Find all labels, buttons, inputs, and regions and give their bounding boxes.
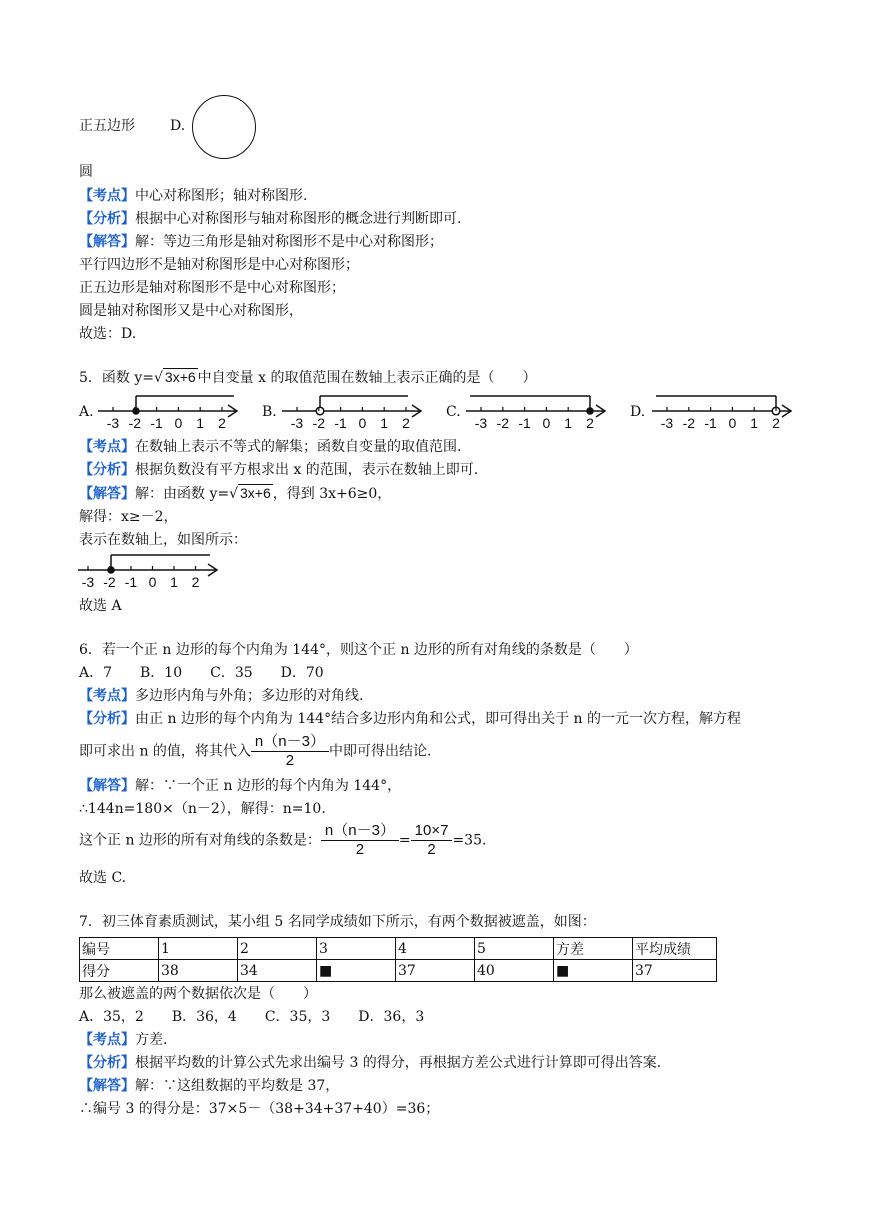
table-cell: 5 (475, 938, 554, 960)
tick-label: -2 (496, 415, 510, 431)
tick-label: 2 (402, 415, 410, 431)
kaodian-text: 多边形内角与外角；多边形的对角线. (135, 688, 364, 704)
tick-label: -3 (81, 574, 95, 590)
numline-answer-svg (76, 551, 226, 591)
table-cell-covered: ■ (317, 960, 396, 982)
circle-figure (192, 95, 256, 159)
q5-stem-post: 中自变量 x 的取值范围在数轴上表示正确的是（ ） (197, 370, 537, 386)
tick-label: 1 (564, 415, 573, 431)
q5-stem-pre: 5．函数 y= (79, 370, 154, 386)
kaodian-tag: 【考点】 (79, 439, 135, 455)
fenxi-2-pre: 即可求出 n 的值，将其代入 (79, 743, 251, 760)
fenxi-tag: 【分析】 (79, 211, 135, 227)
fraction-values (411, 822, 453, 859)
q4-option-c-tail: 正五边形 (79, 118, 135, 134)
tick-label: 1 (170, 574, 178, 590)
table-cell: 38 (159, 960, 238, 982)
kaodian-text: 方差. (135, 1032, 168, 1048)
numline-answer (76, 551, 226, 595)
numline-d-svg (650, 392, 800, 432)
q4-option-d-caption: 圆 (79, 164, 93, 180)
numline-a (96, 392, 246, 436)
q4-fenxi (79, 210, 461, 228)
kaodian-text: 中心对称图形；轴对称图形. (135, 188, 308, 204)
q6-jieda (79, 777, 401, 795)
q6-fenxi-line2 (79, 733, 431, 770)
q5-option-c-label: C. (446, 404, 461, 420)
q4-jieda-line3: 正五边形是轴对称图形不是中心对称图形； (79, 280, 345, 296)
q7-question: 那么被遮盖的两个数据依次是（ ） (79, 986, 317, 1002)
fenxi-text: 根据负数没有平方根求出 x 的范围，表示在数轴上即可. (135, 462, 479, 478)
tick-label: 2 (586, 415, 594, 431)
jieda-tag: 【解答】 (79, 486, 135, 502)
table-row (80, 960, 717, 982)
table-cell: 3 (317, 938, 396, 960)
jieda-3-pre: 这个正 n 边形的所有对角线的条数是： (79, 832, 321, 849)
q5-jieda-line4: 故选 A (79, 598, 122, 614)
kaodian-tag: 【考点】 (79, 188, 135, 204)
tick-label: -1 (150, 415, 163, 431)
fraction-denominator: 2 (355, 841, 365, 858)
q5-option-b-label: B. (262, 404, 277, 420)
table-cell: 37 (396, 960, 475, 982)
fraction-numerator: n（n－3） (251, 733, 329, 752)
table-cell: 37 (633, 960, 717, 982)
fraction-denominator: 2 (285, 752, 295, 769)
q7-kaodian (79, 1031, 167, 1049)
table-cell: 平均成绩 (633, 938, 717, 960)
table-cell: 40 (475, 960, 554, 982)
sqrt-radicand: 3x+6 (240, 485, 271, 501)
jieda-post: ，得到 3x+6≥0， (272, 486, 392, 502)
jieda-text: 解：∵这组数据的平均数是 37， (135, 1078, 340, 1094)
tick-label: -2 (103, 574, 116, 590)
table-cell: 方差 (554, 938, 633, 960)
q7-options: A．35，2 B．36，4 C．35，3 D．36，3 (79, 1009, 425, 1025)
kaodian-tag: 【考点】 (79, 688, 135, 704)
q5-jieda-line3: 表示在数轴上，如图所示： (79, 532, 247, 548)
sqrt-radicand: 3x+6 (164, 369, 196, 385)
fraction-numerator: n（n－3） (321, 822, 399, 841)
fenxi-text: 由正 n 边形的每个内角为 144°结合多边形内角和公式，即可得出关于 n 的一元一次方程，解方程 (135, 711, 742, 727)
sqrt-sign: √ (154, 370, 163, 386)
tick-label: -1 (124, 574, 138, 590)
q7-fenxi (79, 1054, 661, 1072)
q6-jieda-line4: 故选 C. (79, 870, 127, 886)
q4-kaodian (79, 187, 307, 205)
jieda-tag: 【解答】 (79, 778, 135, 794)
fraction-numerator: 10×7 (411, 822, 453, 841)
q4-jieda (79, 233, 443, 251)
kaodian-text: 在数轴上表示不等式的解集；函数自变量的取值范围. (135, 439, 462, 455)
tick-label: 2 (772, 415, 780, 431)
tick-label: -3 (106, 415, 120, 431)
tick-label: -2 (682, 415, 696, 431)
q6-options: A．7 B．10 C．35 D．70 (79, 665, 324, 681)
tick-label: 0 (542, 415, 551, 431)
tick-label: 1 (750, 415, 759, 431)
q4-jieda-line4: 圆是轴对称图形又是中心对称图形， (79, 303, 303, 319)
equals-sign: = (398, 832, 411, 849)
sqrt-sign: √ (229, 486, 239, 502)
q6-jieda-line2: ∴144n=180×（n－2），解得：n=10. (79, 801, 326, 817)
tick-label: 2 (191, 574, 200, 590)
table-cell: 1 (159, 938, 238, 960)
q4-jieda-line2: 平行四边形不是轴对称图形是中心对称图形； (79, 257, 359, 273)
jieda-tag: 【解答】 (79, 1078, 135, 1094)
jieda-pre: 解：由函数 y= (135, 486, 230, 502)
jieda-tag: 【解答】 (79, 234, 135, 250)
q5-jieda (79, 484, 391, 503)
jieda-text: 解：∵一个正 n 边形的每个内角为 144°， (135, 778, 402, 794)
q5-stem (79, 368, 536, 387)
q7-jieda-line2: ∴编号 3 的得分是：37×5－（38+34+37+40）=36； (79, 1101, 440, 1117)
fenxi-2-post: 中即可得出结论. (328, 743, 432, 760)
table-cell: 4 (396, 938, 475, 960)
tick-label: -3 (474, 415, 488, 431)
numline-c (464, 392, 614, 436)
fenxi-tag: 【分析】 (79, 1055, 135, 1071)
q4-jieda-line5: 故选：D. (79, 326, 137, 342)
q5-jieda-line2: 解得：x≥－2， (79, 509, 178, 525)
q7-jieda (79, 1077, 339, 1095)
tick-label: -3 (290, 415, 304, 431)
fenxi-tag: 【分析】 (79, 711, 135, 727)
jieda-text: 解：等边三角形是轴对称图形不是中心对称图形； (135, 234, 443, 250)
tick-label: -1 (704, 415, 717, 431)
fenxi-text: 根据平均数的计算公式先求出编号 3 的得分，再根据方差公式进行计算即可得出答案. (135, 1055, 662, 1071)
tick-label: 0 (174, 415, 183, 431)
q5-fenxi (79, 461, 478, 479)
q6-jieda-line3 (79, 822, 486, 859)
numline-c-svg (464, 392, 614, 432)
tick-label: -3 (660, 415, 674, 431)
q5-kaodian (79, 438, 461, 456)
q6-stem: 6．若一个正 n 边形的每个内角为 144°，则这个正 n 边形的所有对角线的条数是（ ） (79, 642, 638, 658)
tick-label: 1 (196, 415, 205, 431)
jieda-3-post: =35. (452, 832, 487, 849)
tick-label: 0 (728, 415, 737, 431)
q6-fenxi (79, 710, 741, 728)
q5-option-a-label: A. (79, 404, 94, 420)
score-table (79, 937, 717, 982)
tick-label: 2 (218, 415, 226, 431)
numline-b-svg (280, 392, 430, 432)
tick-label: 1 (380, 415, 389, 431)
q6-kaodian (79, 687, 363, 705)
tick-label: 0 (148, 574, 157, 590)
fraction-formula (251, 733, 329, 770)
table-header-row (80, 938, 717, 960)
q7-stem: 7．初三体育素质测试，某小组 5 名同学成绩如下所示，有两个数据被遮盖，如图： (79, 914, 596, 930)
q4-option-d-label: D. (170, 118, 186, 134)
kaodian-tag: 【考点】 (79, 1032, 135, 1048)
tick-label: -1 (334, 415, 347, 431)
numline-d (650, 392, 800, 436)
fenxi-text: 根据中心对称图形与轴对称图形的概念进行判断即可. (135, 211, 462, 227)
tick-label: -2 (128, 415, 142, 431)
fenxi-tag: 【分析】 (79, 462, 135, 478)
tick-label: -2 (312, 415, 326, 431)
table-cell: 2 (238, 938, 317, 960)
table-cell: 得分 (80, 960, 159, 982)
fraction-diagonals (321, 822, 399, 859)
table-cell: 编号 (80, 938, 159, 960)
tick-label: 0 (358, 415, 367, 431)
fraction-denominator: 2 (427, 841, 436, 858)
q5-option-d-label: D. (630, 404, 646, 420)
numline-b (280, 392, 430, 436)
table-cell-covered: ■ (554, 960, 633, 982)
tick-label: -1 (518, 415, 531, 431)
table-cell: 34 (238, 960, 317, 982)
numline-a-svg (96, 392, 246, 432)
